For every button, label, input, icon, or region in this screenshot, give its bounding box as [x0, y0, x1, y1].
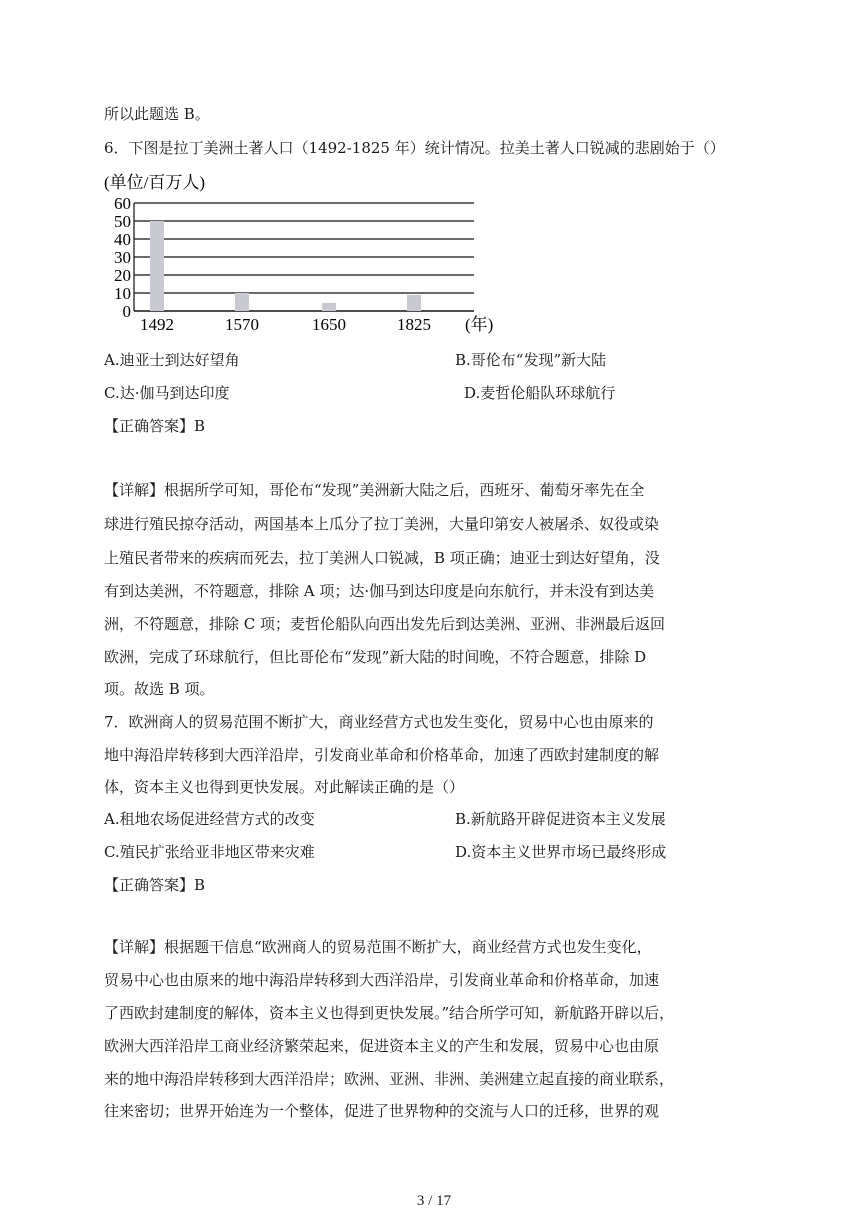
q6-answer: 【正确答案】B	[104, 417, 206, 435]
q6-option-d: D.麦哲伦船队环球航行	[464, 384, 616, 402]
chart-bar	[407, 295, 421, 311]
q7-detail-line: 了西欧封建制度的解体，资本主义也得到更快发展。”结合所学可知，新航路开辟以后，	[104, 1004, 675, 1022]
chart-bar	[322, 303, 336, 311]
q7-detail-line: 欧洲大西洋沿岸工商业经济繁荣起来，促进资本主义的产生和发展，贸易中心也由原	[104, 1037, 660, 1055]
question-7-stem: 7．欧洲商人的贸易范围不断扩大，商业经营方式也发生变化，贸易中心也由原来的	[104, 713, 654, 731]
q7-detail-line: 贸易中心也由原来的地中海沿岸转移到大西洋沿岸，引发商业革命和价格革命，加速	[104, 971, 660, 989]
q6-detail-line: 球进行殖民掠夺活动，两国基本上瓜分了拉丁美洲，大量印第安人被屠杀、奴役或染	[104, 515, 660, 533]
population-chart-svg	[84, 168, 514, 343]
chart-bar	[235, 293, 249, 311]
q6-detail-line: 洲，不符题意，排除 C 项；麦哲伦船队向西出发先后到达美洲、亚洲、非洲最后返回	[104, 615, 666, 633]
chart-x-tick-label: 1570	[225, 315, 259, 334]
q7-detail-line: 【详解】根据题干信息“欧洲商人的贸易范围不断扩大，商业经营方式也发生变化，	[104, 938, 652, 956]
chart-y-tick-label: 40	[114, 230, 131, 249]
chart-unit-label: (单位/百万人)	[104, 173, 206, 192]
q6-option-b: B.哥伦布“发现”新大陆	[455, 351, 607, 369]
chart-y-tick-label: 50	[114, 212, 131, 231]
q6-option-a: A.迪亚士到达好望角	[104, 351, 240, 369]
chart-y-tick-label: 10	[114, 284, 131, 303]
chart-bars	[150, 221, 421, 311]
question-6-stem: 6．下图是拉丁美洲土著人口（1492-1825 年）统计情况。拉美土著人口锐减的悲剧始于（）	[104, 139, 725, 157]
chart-y-tick-label: 20	[114, 266, 131, 285]
page-number: 3 / 17	[416, 1193, 452, 1209]
question-7-stem: 地中海沿岸转移到大西洋沿岸，引发商业革命和价格革命，加速了西欧封建制度的解	[104, 746, 660, 764]
text-line: 所以此题选 B。	[104, 105, 210, 123]
q7-answer: 【正确答案】B	[104, 876, 206, 894]
chart-y-tick-label: 0	[122, 302, 131, 321]
chart-x-ticks	[140, 315, 431, 334]
chart-x-tick-label: 1825	[397, 315, 431, 334]
q6-detail-line: 欧洲，完成了环球航行，但比哥伦布“发现”新大陆的时间晚，不符合题意，排除 D	[104, 648, 647, 666]
q6-detail-line: 有到达美洲，不符题意，排除 A 项；达·伽马到达印度是向东航行，并未没有到达美	[104, 582, 655, 600]
q7-detail-line: 来的地中海沿岸转移到大西洋沿岸；欧洲、亚洲、非洲、美洲建立起直接的商业联系，	[104, 1070, 675, 1088]
chart-gridlines	[134, 203, 474, 311]
q7-option-c: C.殖民扩张给亚非地区带来灾难	[104, 843, 315, 861]
chart-x-tick-label: 1650	[312, 315, 346, 334]
chart-x-tick-label: 1492	[140, 315, 174, 334]
q7-option-d: D.资本主义世界市场已最终形成	[455, 843, 667, 861]
q6-detail-line: 【详解】根据所学可知，哥伦布“发现”美洲新大陆之后，西班牙、葡萄牙率先在全	[104, 481, 645, 499]
chart-x-unit: (年)	[465, 315, 494, 334]
q6-detail-line: 上殖民者带来的疾病而死去，拉丁美洲人口锐减，B 项正确；迪亚士到达好望角，没	[104, 549, 660, 567]
q7-option-b: B.新航路开辟促进资本主义发展	[455, 810, 666, 828]
chart-y-ticks	[114, 194, 131, 321]
q7-detail-line: 往来密切；世界开始连为一个整体，促进了世界物种的交流与人口的迁移，世界的观	[104, 1102, 660, 1120]
q6-option-c: C.达·伽马到达印度	[104, 384, 230, 402]
q6-detail-line: 项。故选 B 项。	[104, 680, 215, 698]
chart-y-tick-label: 30	[114, 248, 131, 267]
chart-bar	[150, 221, 164, 311]
q7-option-a: A.租地农场促进经营方式的改变	[104, 810, 315, 828]
population-chart	[84, 168, 514, 343]
question-7-stem: 体，资本主义也得到更快发展。对此解读正确的是（）	[104, 778, 465, 796]
chart-y-tick-label: 60	[114, 194, 131, 213]
